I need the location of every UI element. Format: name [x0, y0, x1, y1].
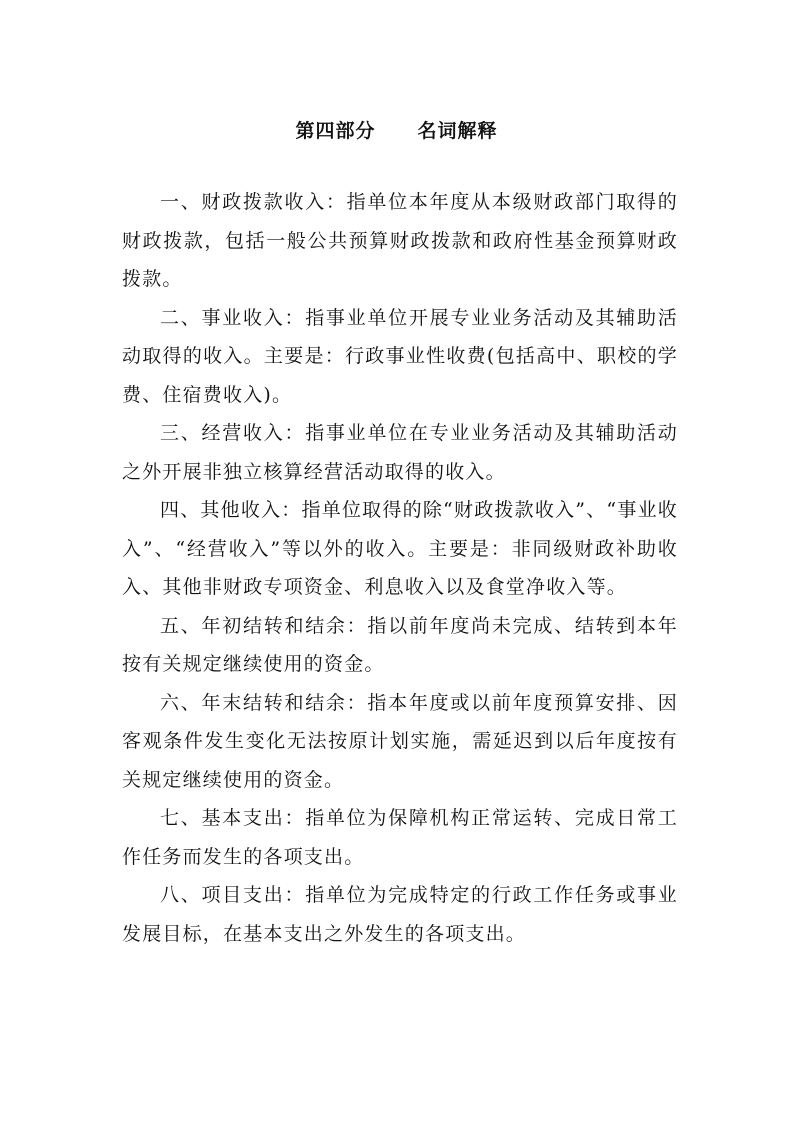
- paragraph-basic-expenditure: 七、基本支出：指单位为保障机构正常运转、完成日常工作任务而发生的各项支出。: [122, 807, 678, 868]
- paragraph-closing-carryover: 六、年末结转和结余：指本年度或以前年度预算安排、因客观条件发生变化无法按原计划实施，需延迟到以后年度按有关规定继续使用的资金。: [122, 691, 678, 791]
- paragraph-opening-carryover: 五、年初结转和结余：指以前年度尚未完成、结转到本年按有关规定继续使用的资金。: [122, 614, 678, 675]
- title-text: 名词解释: [417, 119, 498, 142]
- document-body: [122, 183, 678, 953]
- paragraph-other-income: 四、其他收入：指单位取得的除“财政拨款收入”、“事业收入”、“经营收入”等以外的收入。主要是：非同级财政补助收入、其他非财政专项资金、利息收入以及食堂净收入等。: [122, 499, 678, 598]
- page-title: [0, 117, 793, 145]
- paragraph-fiscal-appropriation-income: 一、财政拨款收入：指单位本年度从本级财政部门取得的财政拨款，包括一般公共预算财政拨款和政府性基金预算财政拨款。: [122, 191, 678, 290]
- title-part: 第四部分: [295, 119, 376, 142]
- paragraph-operating-income: 三、经营收入：指事业单位在专业业务活动及其辅助活动之外开展非独立核算经营活动取得的收入。: [122, 422, 678, 483]
- paragraph-project-expenditure: 八、项目支出：指单位为完成特定的行政工作任务或事业发展目标，在基本支出之外发生的各项支出。: [122, 884, 678, 945]
- paragraph-business-income: 二、事业收入：指事业单位开展专业业务活动及其辅助活动取得的收入。主要是：行政事业性收费(包括高中、职校的学费、住宿费收入)。: [122, 306, 678, 406]
